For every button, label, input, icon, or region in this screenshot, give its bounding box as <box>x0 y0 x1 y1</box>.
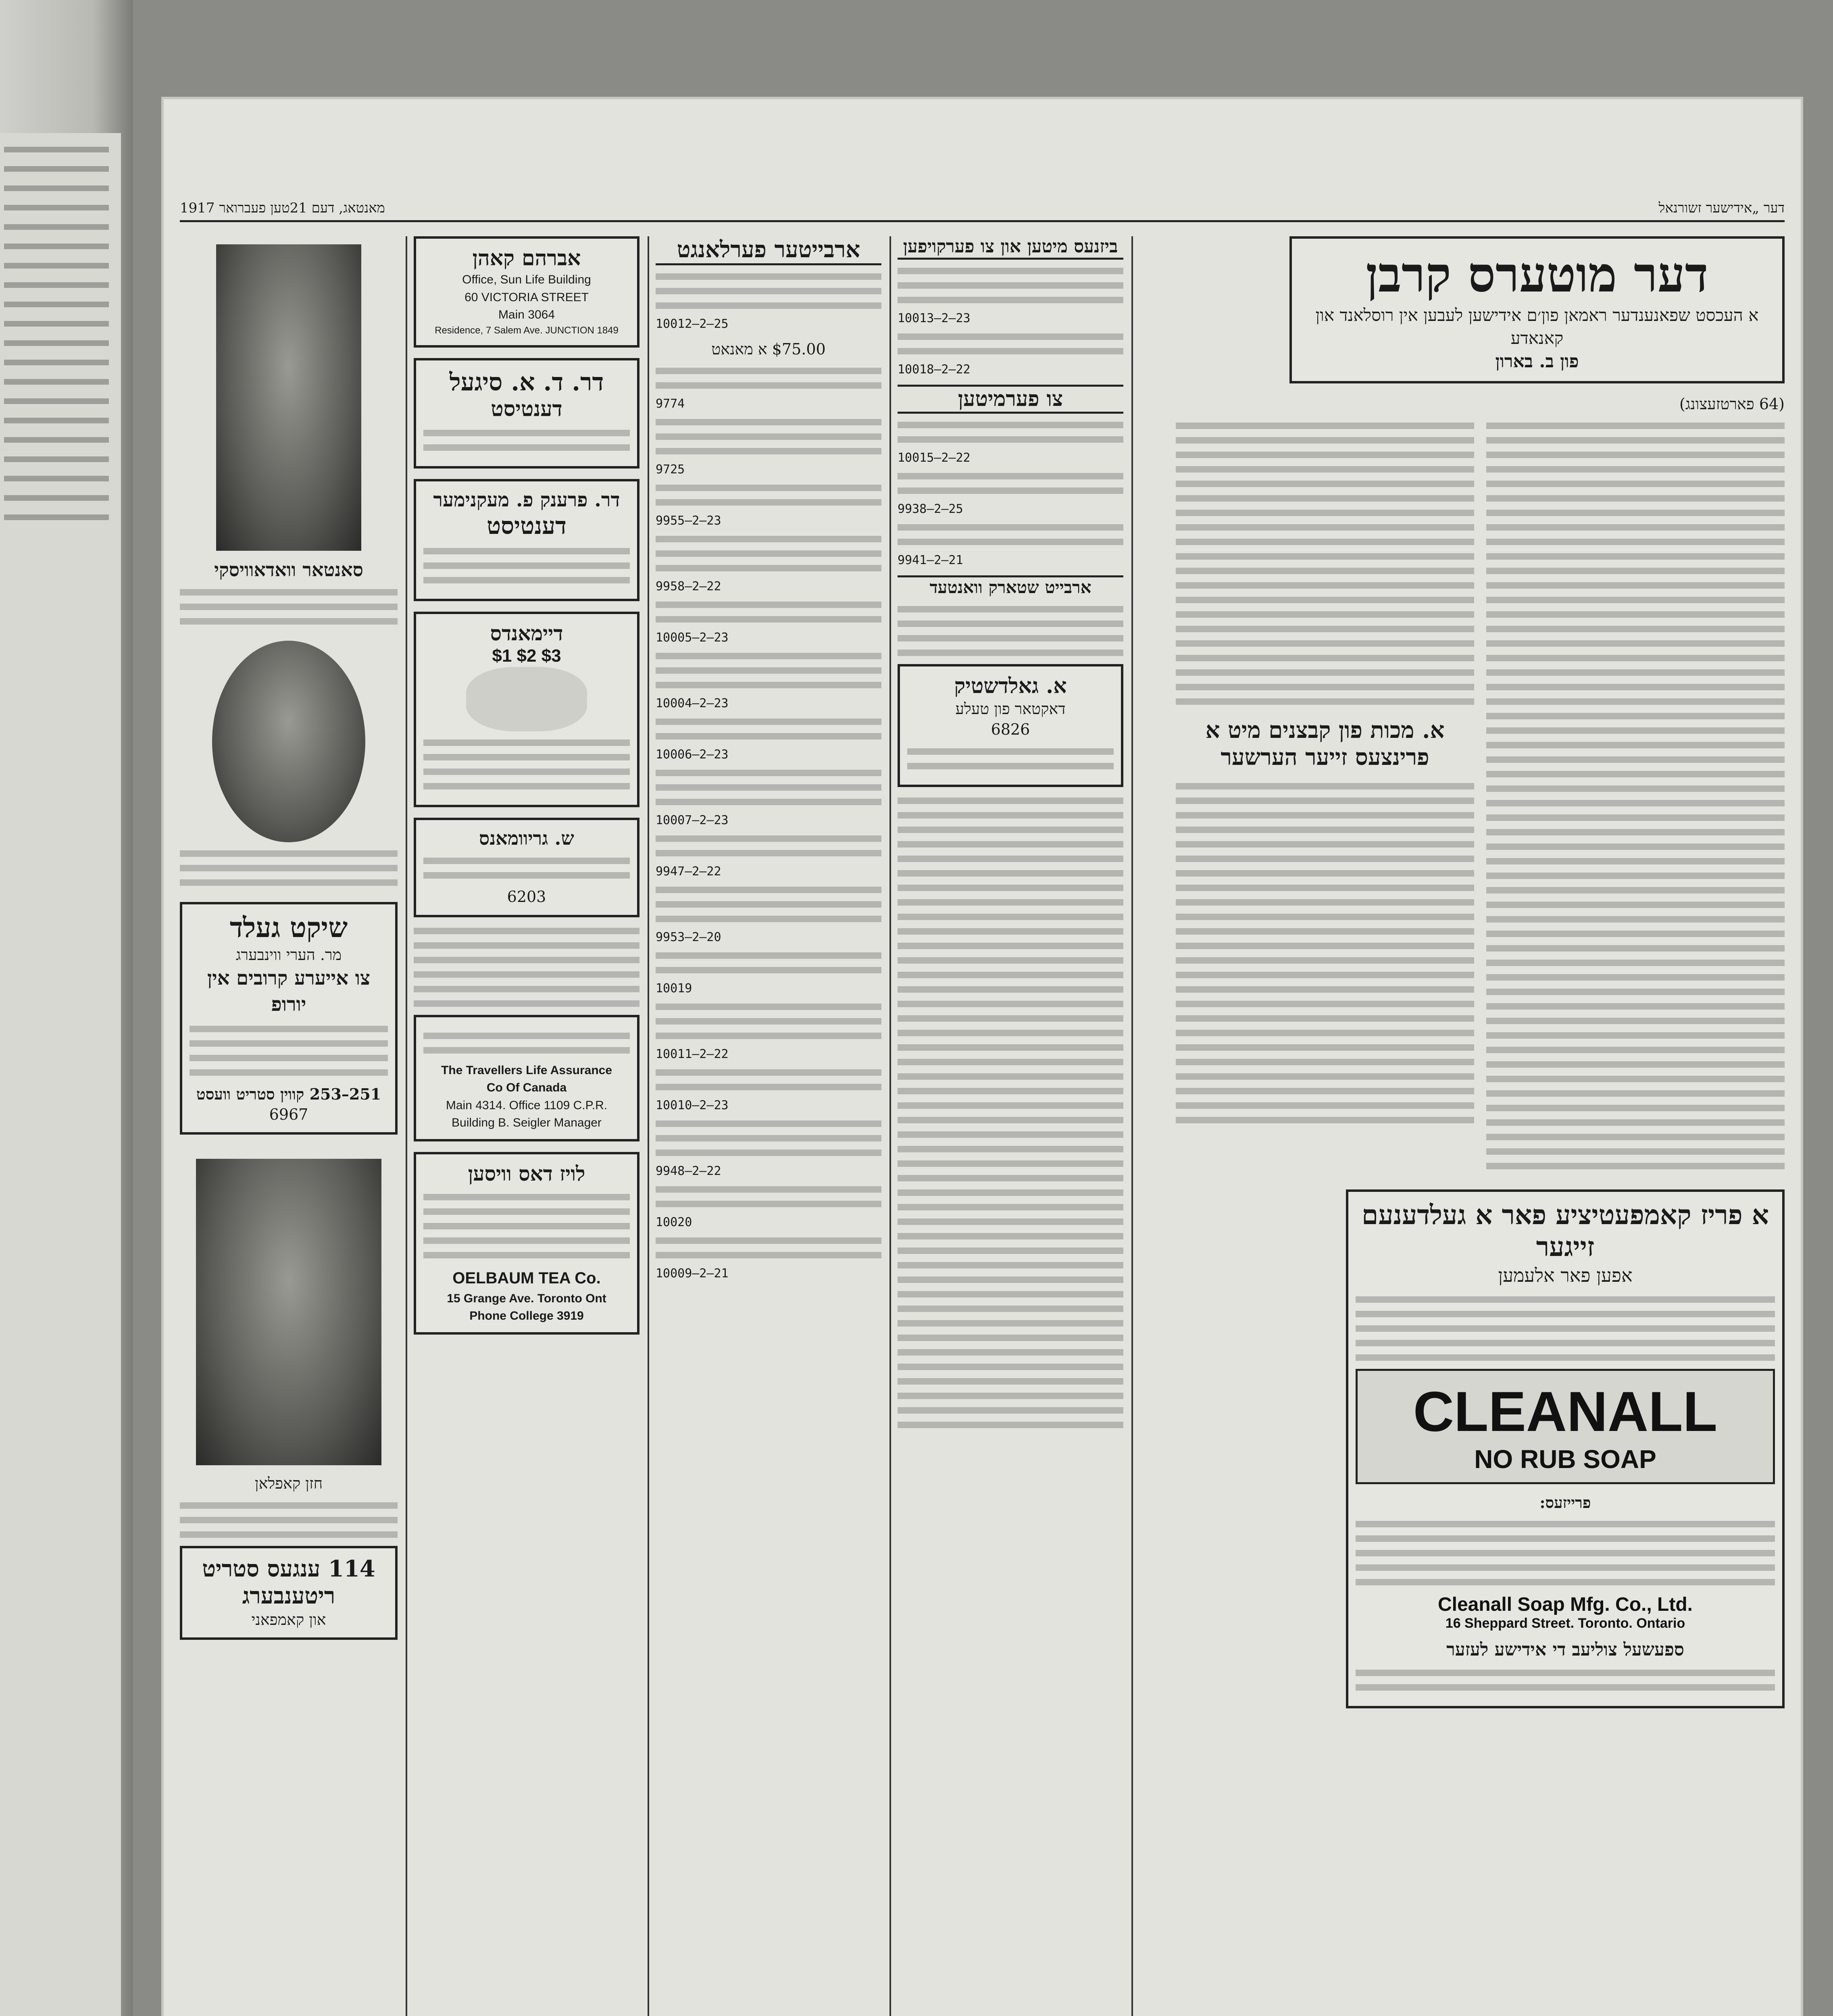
classified-code: 10012—2—25 <box>656 317 729 331</box>
novel-section-heading: א. מכות פון קבצנים מיט א פרינצעס זייער הערשער <box>1205 717 1445 771</box>
classified-code: 10019 <box>656 981 692 996</box>
column-business <box>898 236 1123 2016</box>
classified-code: 10015—2—22 <box>898 451 971 465</box>
prizes-heading: פרייזעס: <box>1539 1493 1591 1512</box>
ad-abraham-kahn-title: אברהם קאהן <box>472 246 581 271</box>
ad-abraham-kahn <box>414 236 639 348</box>
folio-paper-name: דער „אידישער זשורנאל <box>1658 200 1785 216</box>
for-rent-heading: צו פערמיטען <box>898 385 1123 414</box>
classified-code: 9938—2—25 <box>898 502 963 516</box>
classified-code: 10010—2—23 <box>656 1098 729 1113</box>
column-serial-novel <box>1139 236 1785 2016</box>
ad-travellers-country: Co Of Canada <box>486 1081 567 1095</box>
classified-code: 10007—2—23 <box>656 813 729 828</box>
ad-oelbaum-address: 15 Grange Ave. Toronto Ont <box>447 1291 606 1305</box>
diamond-ring-illustration <box>466 667 587 731</box>
ad-travellers-name: The Travellers Life Assurance <box>441 1063 612 1077</box>
column-rule <box>1131 236 1133 2016</box>
cleanall-brand: CLEANALL <box>1413 1379 1718 1443</box>
classified-code: 10013—2—23 <box>898 311 971 325</box>
cleanall-company: Cleanall Soap Mfg. Co., Ltd. <box>1437 1593 1693 1615</box>
ad-cleanall <box>1346 1189 1785 1708</box>
ad-goldstick-phone: 6826 <box>991 721 1030 739</box>
ad-send-money-address: 251–253 קווין סטריט וועסט <box>196 1085 381 1103</box>
ad-abraham-kahn-office: Office, Sun Life Building <box>462 273 591 287</box>
ad-oelbaum-phone: Phone College 3919 <box>469 1309 584 1323</box>
classified-code: 10018—2—22 <box>898 362 971 377</box>
classified-code: 10020 <box>656 1215 692 1230</box>
cleanall-footer: ספעשעל צוליעב די אידישע לעזער <box>1446 1639 1684 1660</box>
adjacent-page-fragment <box>0 133 121 2016</box>
portrait-top-hat <box>216 244 361 551</box>
ad-send-money <box>180 902 398 1135</box>
ad-send-money-tagline: צו אייערע קרובים אין יורופ <box>207 967 371 1016</box>
ad-dr-mcintyre <box>414 479 639 601</box>
novel-title: דער מוטערס קרבן <box>1366 246 1708 303</box>
help-wanted-heading: ארבייטער פערלאנגט <box>656 236 881 265</box>
ad-rittenberg-company: און קאמפאני <box>251 1610 326 1629</box>
ad-goldstick <box>898 664 1123 787</box>
business-heading: ביזנעס מיטען און צו פערקויפען <box>898 236 1123 260</box>
classified-code: 10011—2—22 <box>656 1047 729 1062</box>
ad-goldstick-title: א. גאלדשטיק <box>954 673 1067 698</box>
ad-diamonds-prices: $1 $2 $3 <box>492 646 561 666</box>
ad-rittenberg-name: ריטענבערג <box>242 1582 335 1609</box>
ad-dr-siegel-sub: דענטיסט <box>491 396 562 421</box>
novel-title-box <box>1289 236 1785 383</box>
page-folio <box>180 196 1785 222</box>
ad-dr-mcintyre-sub: דענטיסט <box>487 512 567 539</box>
ad-send-money-title: שיקט געלד <box>229 912 348 944</box>
work-wanted-heading: ארבייט שטארק וואנטעד <box>898 575 1123 598</box>
classified-code: 9948—2—22 <box>656 1164 721 1179</box>
ad-oelbaum-title: לויז דאס וויסען <box>468 1161 585 1185</box>
ad-grievmans <box>414 818 639 917</box>
classified-code: 10009—2—21 <box>656 1266 729 1281</box>
ad-goldstick-sub: דאקטאר פון טעלע <box>955 700 1066 718</box>
classified-code: 9958—2—22 <box>656 579 721 594</box>
ad-rittenberg-address: 114 ענגעס סטריט <box>202 1555 375 1582</box>
ad-dr-mcintyre-title: דר. פרענק פ. מעקנימער <box>433 489 620 512</box>
ad-travellers-insurance <box>414 1015 639 1141</box>
cleanall-brand-panel <box>1356 1369 1775 1484</box>
ad-diamonds <box>414 612 639 807</box>
cleanall-address: 16 Sheppard Street. Toronto. Ontario <box>1445 1615 1685 1631</box>
classified-code: 10005—2—23 <box>656 631 729 645</box>
column-rule <box>648 236 649 2016</box>
ad-travellers-office: Main 4314. Office 1109 C.P.R. Building B. Seigler Manager <box>446 1098 608 1130</box>
portrait-cantor <box>196 1159 381 1465</box>
folio-date: מאנטאג, דעם 21טען פעברואר 1917 <box>180 200 385 216</box>
ad-grievmans-title: ש. גריוומאנס <box>479 827 574 850</box>
column-rule <box>406 236 407 2016</box>
classified-code: 9953—2—20 <box>656 930 721 945</box>
novel-author: פון ב. בארון <box>1495 351 1579 372</box>
ad-send-money-name: מר. הערי ווינבערג <box>235 946 342 964</box>
portrait-oval <box>212 641 365 842</box>
portrait-caption: סאנטאר וואדאוויסקי <box>214 559 363 581</box>
ad-rittenberg <box>180 1546 398 1640</box>
novel-chapter: (64 פארטזעצונג) <box>1679 395 1785 413</box>
contest-subtitle: אפען פאר אלעמען <box>1498 1264 1633 1287</box>
ad-dr-siegel-title: דר. ד. א. סיגעל <box>449 368 604 396</box>
column-ads-left <box>180 236 398 2016</box>
cleanall-brand-sub: NO RUB SOAP <box>1474 1444 1656 1474</box>
classified-code: 10006—2—23 <box>656 748 729 762</box>
ad-dr-siegel <box>414 358 639 469</box>
ad-abraham-kahn-main: Main 3064 <box>498 308 555 322</box>
ad-grievmans-phone: 6203 <box>507 888 546 906</box>
ad-abraham-kahn-residence: Residence, 7 Salem Ave. JUNCTION 1849 <box>435 325 619 336</box>
newspaper-page <box>161 97 1803 2016</box>
ad-abraham-kahn-street: 60 VICTORIA STREET <box>464 290 589 304</box>
classified-code: 9725 <box>656 462 685 477</box>
column-rule <box>889 236 891 2016</box>
ad-oelbaum-tea <box>414 1152 639 1335</box>
classified-code: 10004—2—23 <box>656 696 729 711</box>
classified-wage: $75.00 א מאנאט <box>711 340 826 358</box>
ad-diamonds-title: דיימאנדס <box>490 621 563 646</box>
classified-code: 9941—2—21 <box>898 553 963 568</box>
portrait-cantor-caption: חזן קאפלאן <box>254 1475 323 1493</box>
column-cards <box>414 236 639 2016</box>
classified-code: 9947—2—22 <box>656 864 721 879</box>
ad-send-money-phone: 6967 <box>269 1105 308 1123</box>
classified-code: 9774 <box>656 397 685 411</box>
novel-subtitle: א העכסט שפאנענדער ראמאן פון׳ם אידישען לעבען אין רוסלאנד און קאנאדע <box>1315 305 1759 348</box>
contest-title: א פריז קאמפעטיציע פאר א געלדענעם זייגער <box>1362 1199 1769 1263</box>
ad-oelbaum-company: OELBAUM TEA Co. <box>452 1269 601 1287</box>
column-help-wanted <box>656 236 881 2016</box>
classified-code: 9955—2—23 <box>656 514 721 528</box>
